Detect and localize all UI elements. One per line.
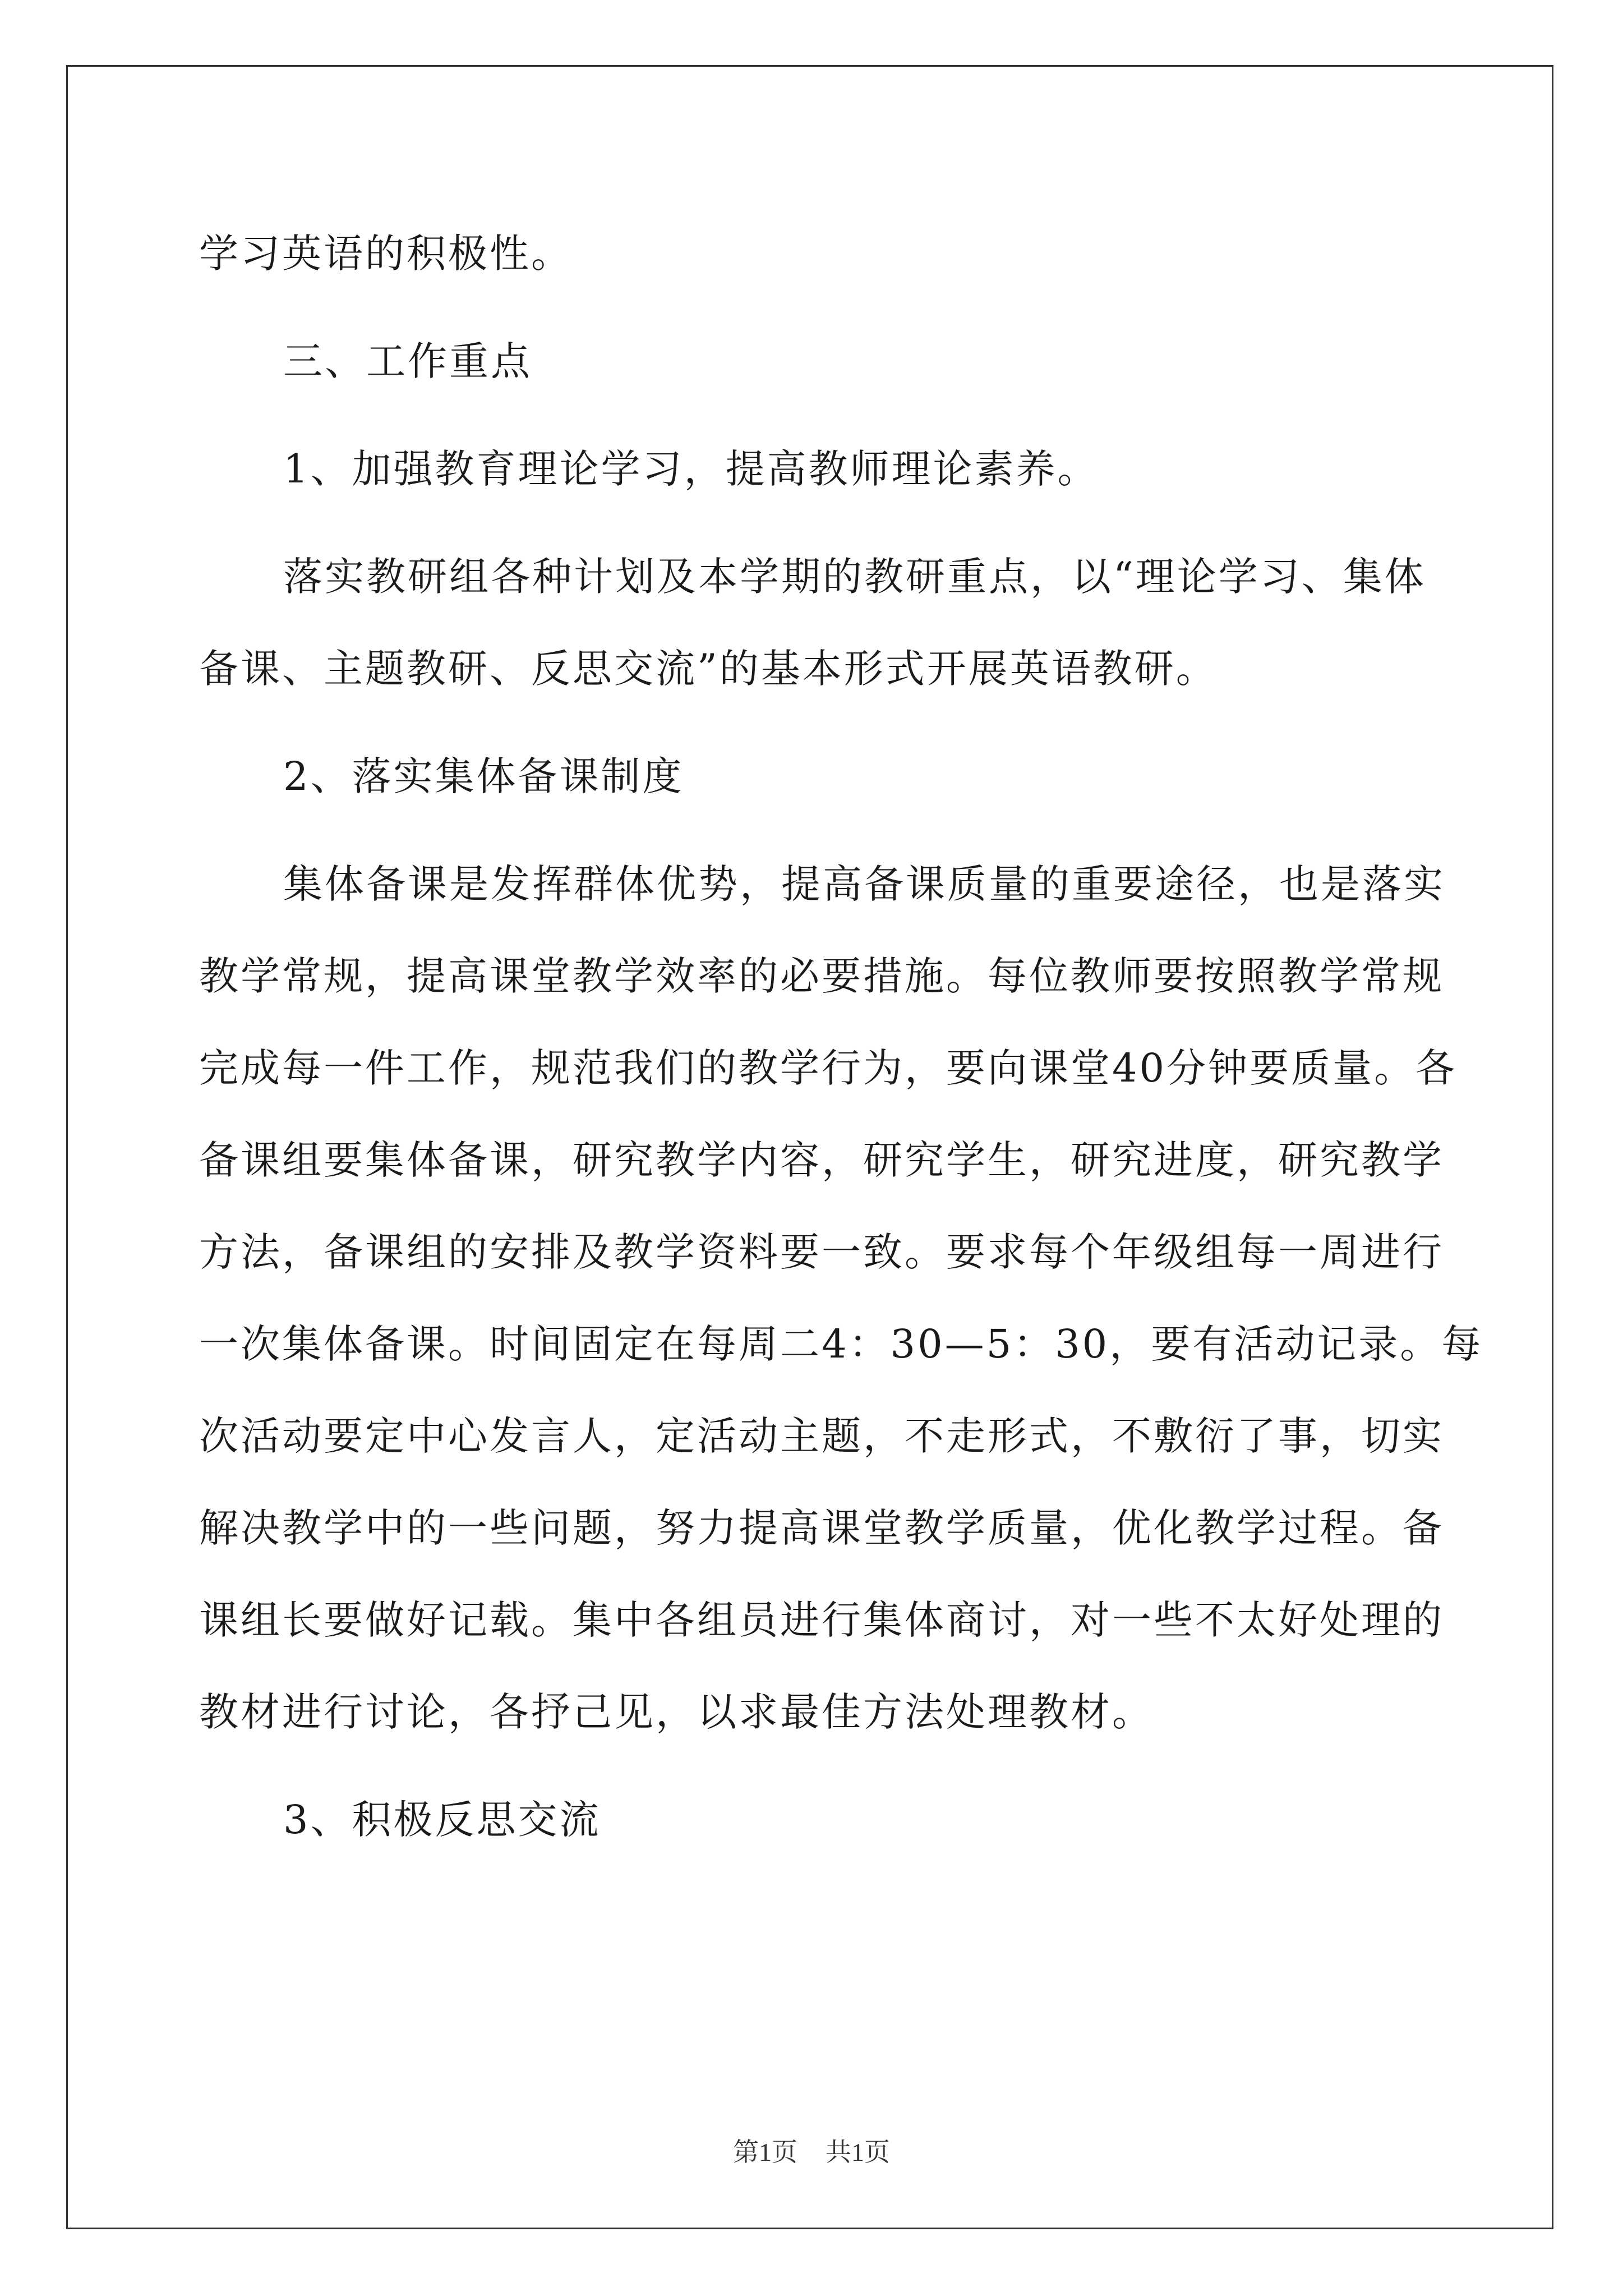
text-line: 集体备课是发挥群体优势，提高备课质量的重要途径，也是落实 (283, 861, 1445, 907)
text-line: 解决教学中的一些问题，努力提高课堂教学质量，优化教学过程。备 (199, 1505, 1444, 1551)
text-line: 次活动要定中心发言人，定活动主题，不走形式，不敷衍了事，切实 (199, 1413, 1444, 1459)
text-line: 教材进行讨论，各抒己见，以求最佳方法处理教材。 (199, 1689, 1154, 1735)
page-footer (0, 2132, 1623, 2169)
document-body (199, 208, 1483, 1881)
page-number: 第1页 (733, 2138, 797, 2166)
page-total: 共1页 (826, 2138, 890, 2166)
paragraph (199, 208, 1427, 300)
text-line: 一次集体备课。时间固定在每周二4：30—5：30，要有活动记录。每 (199, 1321, 1483, 1367)
text-line: 课组长要做好记载。集中各组员进行集体商讨，对一些不太好处理的 (199, 1597, 1444, 1643)
text-line: 2、落实集体备课制度 (283, 753, 684, 799)
text-line: 完成每一件工作，规范我们的教学行为，要向课堂40分钟要质量。各 (199, 1045, 1458, 1091)
text-line: 方法，备课组的安排及教学资料要一致。要求每个年级组每一周进行 (199, 1229, 1444, 1275)
paragraph (199, 531, 1427, 715)
paragraph (199, 838, 1483, 1758)
paragraph (199, 315, 1427, 407)
text-line: 三、工作重点 (283, 338, 532, 384)
text-line: 落实教研组各种计划及本学期的教研重点，以“理论学习、集体 (283, 554, 1426, 600)
text-line: 3、积极反思交流 (283, 1797, 601, 1843)
text-line: 备课、主题教研、反思交流”的基本形式开展英语教研。 (199, 646, 1218, 692)
paragraph (199, 423, 1427, 515)
text-line: 1、加强教育理论学习，提高教师理论素养。 (283, 446, 1099, 492)
text-line: 备课组要集体备课，研究教学内容，研究学生，研究进度，研究教学 (199, 1137, 1444, 1183)
paragraph (199, 1774, 1427, 1866)
text-line: 教学常规，提高课堂教学效率的必要措施。每位教师要按照教学常规 (199, 953, 1444, 999)
text-line: 学习英语的积极性。 (199, 231, 573, 277)
paragraph (199, 730, 1427, 822)
